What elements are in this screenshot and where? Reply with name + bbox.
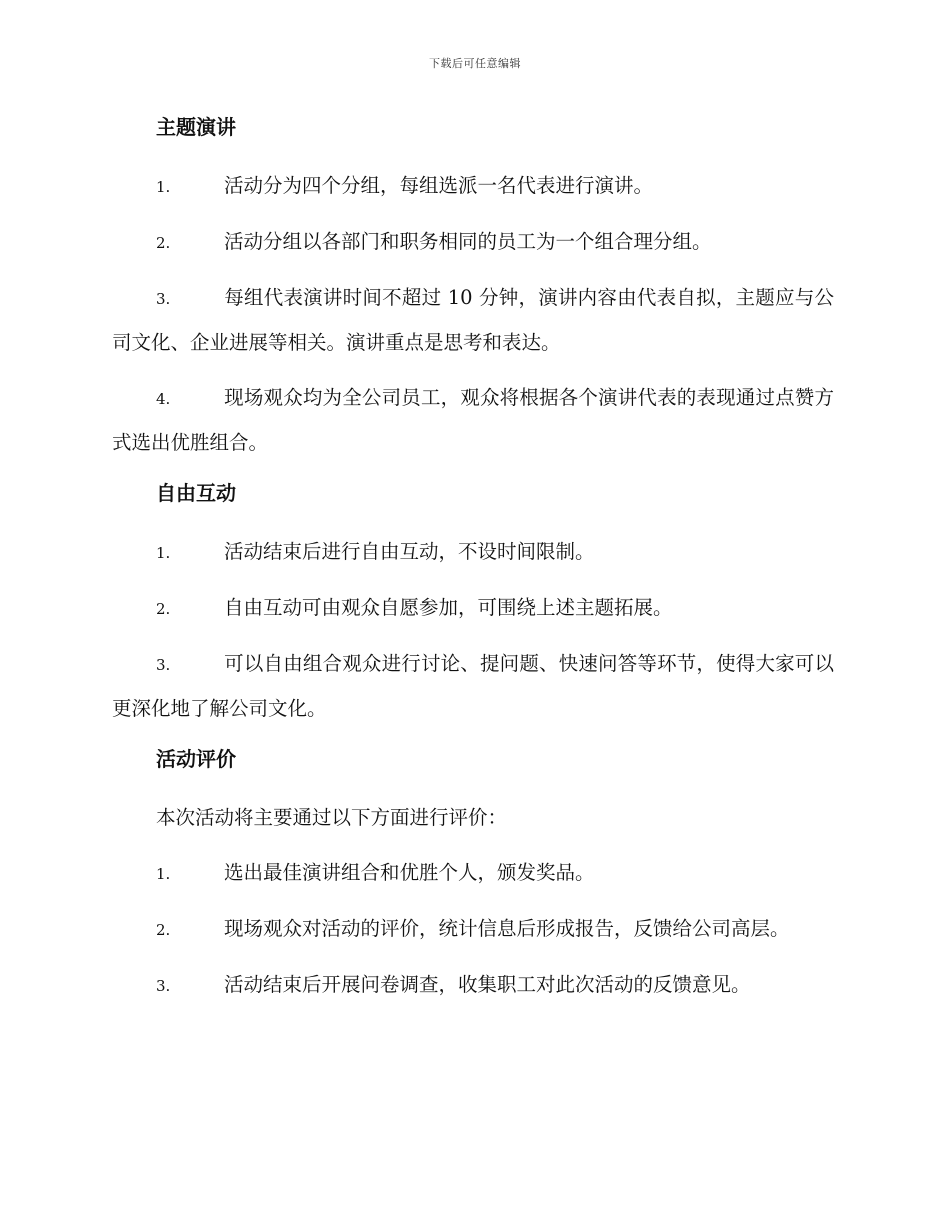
list-text: 每组代表演讲时间不超过 10 分钟，演讲内容由代表自拟，主题应与公司文化、企业进展等相关。演讲重点是思考和表达。 [112,286,834,354]
list-item [112,851,834,896]
list-item [112,963,834,1008]
list-item [112,164,834,209]
section-title-evaluation: 活动评价 [156,747,236,771]
list-number: 1. [156,178,171,196]
list-number: 2. [156,234,171,252]
list-text: 活动结束后进行自由互动，不设时间限制。 [224,540,595,563]
list-item [112,530,834,575]
list-number: 3. [156,977,171,995]
section-intro: 本次活动将主要通过以下方面进行评价： [156,806,508,829]
list-text: 活动分为四个分组，每组选派一名代表进行演讲。 [224,174,654,197]
list-number: 3. [156,290,171,308]
section-title-free-interaction: 自由互动 [156,481,236,505]
list-text: 可以自由组合观众进行讨论、提问题、快速问答等环节，使得大家可以更深化地了解公司文化。 [112,652,834,720]
list-text: 现场观众均为全公司员工，观众将根据各个演讲代表的表现通过点赞方式选出优胜组合。 [112,386,834,454]
list-text: 选出最佳演讲组合和优胜个人，颁发奖品。 [224,861,595,884]
list-number: 2. [156,600,171,618]
list-item [112,586,834,631]
list-item [112,276,834,365]
list-number: 2. [156,921,171,939]
list-text: 自由互动可由观众自愿参加，可围绕上述主题拓展。 [224,596,673,619]
list-text: 活动结束后开展问卷调查，收集职工对此次活动的反馈意见。 [224,973,751,996]
list-number: 1. [156,544,171,562]
section-title-keynote: 主题演讲 [156,115,236,139]
document-body [112,110,834,1019]
list-item [112,376,834,465]
list-number: 4. [156,390,171,408]
list-text: 活动分组以各部门和职务相同的员工为一个组合理分组。 [224,230,712,253]
list-item [112,220,834,265]
list-item [112,907,834,952]
header-note: 下载后可任意编辑 [429,57,521,70]
list-number: 1. [156,865,171,883]
list-text: 现场观众对活动的评价，统计信息后形成报告，反馈给公司高层。 [224,917,790,940]
list-item [112,642,834,731]
list-number: 3. [156,656,171,674]
